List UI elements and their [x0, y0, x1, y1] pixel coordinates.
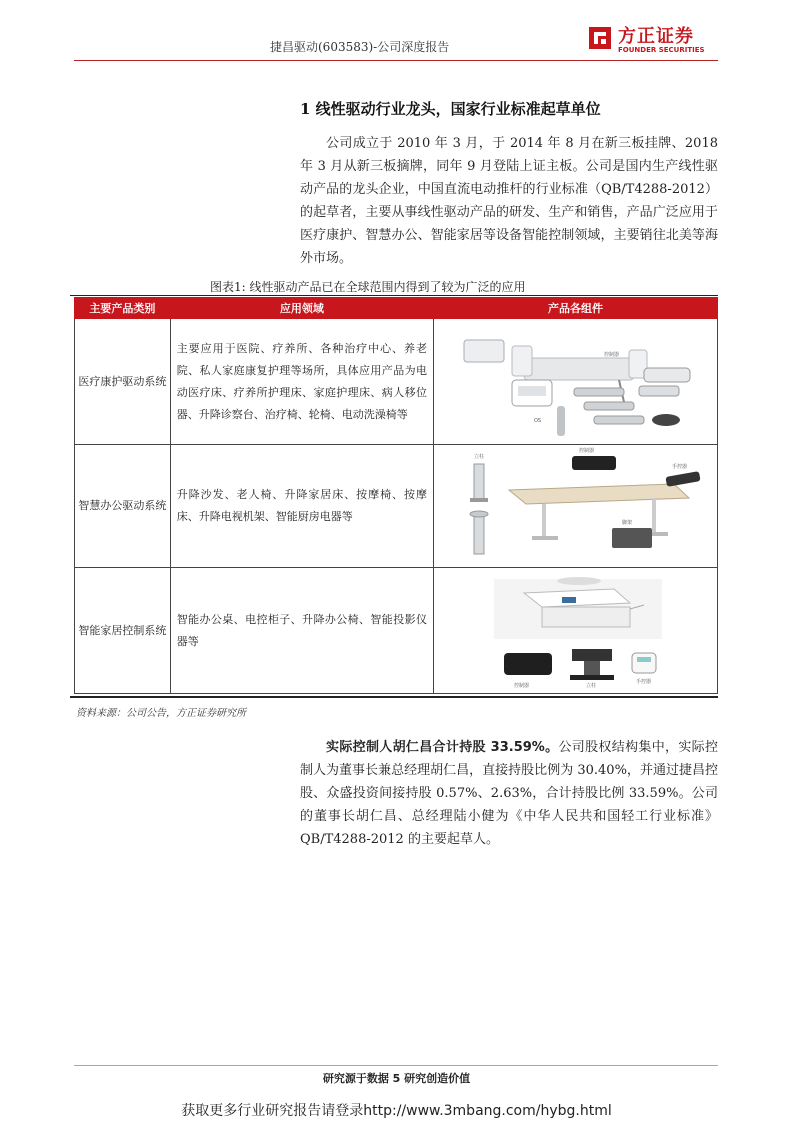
brand-logo — [588, 22, 713, 58]
col-header-components: 产品各组件 — [433, 298, 717, 319]
img-label-os: OS — [533, 417, 542, 424]
footer-slogan: 研究源于数据 5 研究创造价值 — [322, 1072, 471, 1085]
row-category: 医疗康护驱动系统 — [75, 319, 171, 445]
row-category: 智能家居控制系统 — [75, 568, 171, 694]
row-application: 主要应用于医院、疗养所、各种治疗中心、养老院、私人家庭康复护理等场所，具体应用产品为电动医疗床、疗养所护理床、家庭护理床、病人移位器、升降诊察台、治疗椅、轮椅、电动洗澡椅等 — [170, 319, 433, 445]
shareholding-body: 公司股权结构集中，实际控制人为董事长兼总经理胡仁昌，直接持股比例为 30.40%，并通过捷昌控股、众盛投资间接持股 0.57%、2.63%，合计持股比例 33.59%。公司的董事长胡仁昌、总经理陆小健为《中华人民共和国轻工行业标准》QB/T4288-2012 的主要起草人。 — [300, 740, 718, 847]
img-label-handset: 手控器 — [635, 678, 651, 685]
footer-link[interactable]: 获取更多行业研究报告请登录http://www.3mbang.com/hybg.html — [181, 1103, 612, 1119]
img-label-controller: 控制器 — [578, 447, 594, 454]
footer-divider — [74, 1065, 718, 1066]
figure-caption: 图表1: 线性驱动产品已在全球范围内得到了较为广泛的应用 — [210, 280, 526, 294]
logo-chinese: 方正证券 — [618, 26, 694, 47]
shareholding-paragraph — [300, 736, 718, 851]
img-label-controller: 控制器 — [603, 351, 619, 358]
product-table — [74, 297, 718, 694]
figure-top-rule — [70, 295, 718, 296]
office-products-image — [433, 445, 717, 568]
table-row — [75, 445, 718, 568]
table-row — [75, 568, 718, 694]
col-header-application: 应用领域 — [170, 298, 433, 319]
figure-source: 资料来源：公司公告，方正证券研究所 — [76, 708, 246, 719]
img-label-column: 立柱 — [473, 453, 484, 460]
row-application: 升降沙发、老人椅、升降家居床、按摩椅、按摩床、升降电视机架、智能厨房电器等 — [170, 445, 433, 568]
col-header-category: 主要产品类别 — [75, 298, 171, 319]
intro-paragraph: 公司成立于 2010 年 3 月，于 2014 年 8 月在新三板挂牌、2018 年 3 月从新三板摘牌，同年 9 月登陆上证主板。公司是国内生产线性驱动产品的龙头企业，中国直流电动推杆的行业标准（QB/T4288-2012）的起草者，主要从事线性驱动产品的研发、生产和销售，产品广泛应用于医疗康护、智慧办公、智能家居等设备智能控制领域，主要销往北美等海外市场。 — [300, 136, 718, 266]
smart-home-products-image — [433, 568, 717, 694]
medical-products-image — [433, 319, 717, 445]
row-category: 智慧办公驱动系统 — [75, 445, 171, 568]
img-label-column: 立柱 — [585, 682, 596, 689]
logo-english: FOUNDER SECURITIES — [618, 46, 705, 54]
report-header-title: 捷昌驱动(603583)-公司深度报告 — [270, 40, 450, 54]
header-divider — [74, 60, 718, 61]
figure-bottom-rule — [70, 696, 718, 698]
img-label-foot: 脚架 — [621, 519, 632, 526]
shareholding-lead: 实际控制人胡仁昌合计持股 33.59%。 — [326, 740, 559, 755]
founder-logo-icon — [588, 26, 612, 50]
img-label-controller: 控制器 — [513, 682, 529, 689]
row-application: 智能办公桌、电控柜子、升降办公椅、智能投影仪器等 — [170, 568, 433, 694]
table-row — [75, 319, 718, 445]
img-label-handset: 手控器 — [671, 463, 687, 470]
section-title: 1 线性驱动行业龙头，国家行业标准起草单位 — [300, 100, 601, 118]
